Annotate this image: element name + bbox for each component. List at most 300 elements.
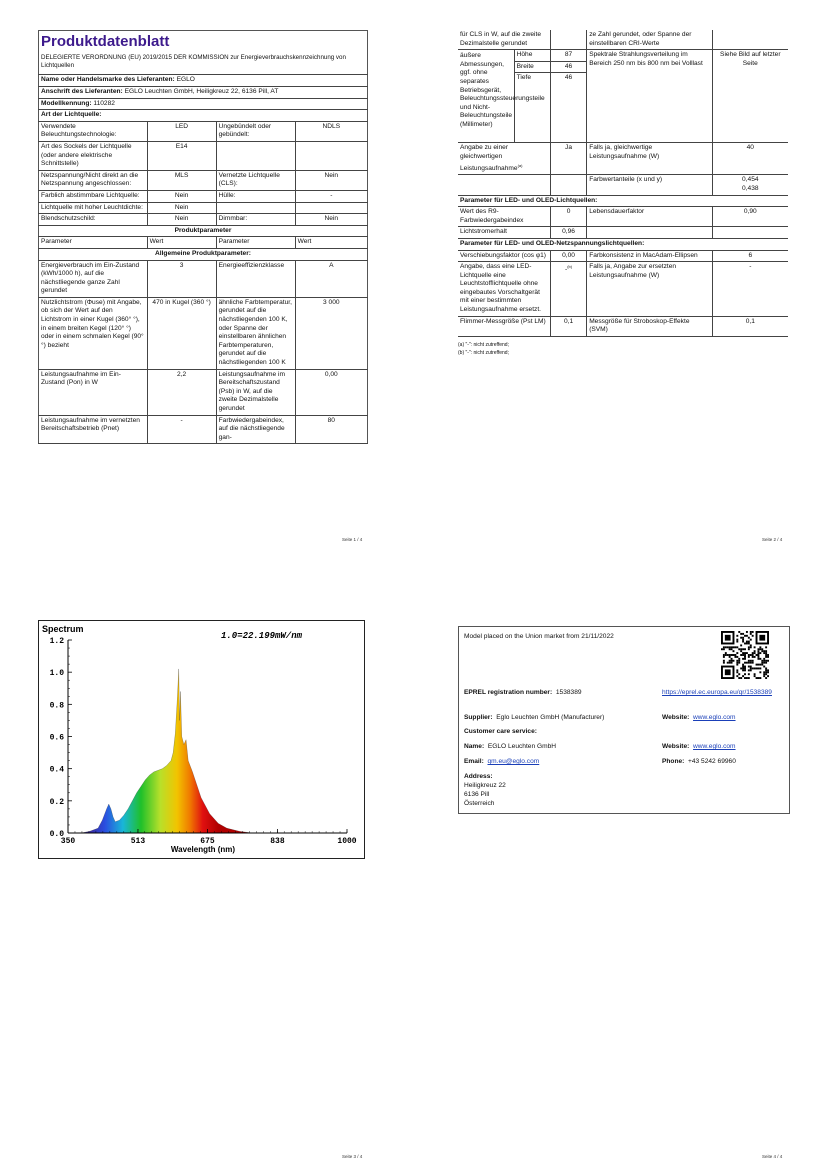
qr-module bbox=[734, 656, 736, 658]
parameter-label: Energieverbrauch im Ein-Zustand (kWh/1000 h), auf die nächstliegende ganze Zahl gerundet bbox=[39, 260, 148, 297]
qr-module bbox=[759, 658, 761, 660]
qr-module bbox=[748, 641, 750, 643]
parameter-value: A bbox=[295, 260, 367, 297]
qr-module bbox=[744, 662, 746, 664]
replacement-row: Angabe, dass eine LED-Lichtquelle eine Leuchtstofflichtquelle ohne eingebautes Vorschaltgerät mit einer bestimmten Leistungsaufnahme ersetzt. -$^{(b)}$ Falls ja, Angabe zur ersetzten Leistungsaufnahme (W) - bbox=[458, 262, 788, 317]
parameter-value: 80 bbox=[295, 415, 367, 444]
parameter-label: ähnliche Farbtemperatur, gerundet auf die nächstliegenden 100 K, oder Spanne der einstellbaren ähnlichen Farbtemperaturen, gerundet auf die nächstliegenden 100 K bbox=[216, 297, 295, 369]
qr-module bbox=[759, 671, 761, 673]
parameter-row bbox=[39, 369, 368, 415]
qr-finder bbox=[725, 669, 731, 675]
parameter-value: Nein bbox=[295, 170, 367, 190]
qr-module bbox=[759, 646, 761, 648]
qr-module bbox=[742, 641, 744, 643]
y-tick-label: 1.2 bbox=[49, 637, 64, 646]
page-1 bbox=[38, 30, 368, 444]
parameter-label: Verwendete Beleuchtungstechnologie: bbox=[39, 122, 148, 142]
qr-module bbox=[736, 641, 738, 643]
care-website-line: Website: www.eglo.com bbox=[662, 743, 736, 750]
qr-module bbox=[763, 675, 765, 677]
parameter-label: Leistungsaufnahme im vernetzten Bereitschaftsbetrieb (Pnet) bbox=[39, 415, 148, 444]
model-row: Modellkennung: 110282 bbox=[39, 98, 368, 110]
qr-module bbox=[736, 675, 738, 677]
qr-module bbox=[754, 675, 756, 677]
qr-module bbox=[748, 646, 750, 648]
qr-module bbox=[746, 677, 748, 679]
y-tick-label: 0.0 bbox=[49, 830, 64, 839]
qr-module bbox=[750, 639, 752, 641]
qr-module bbox=[752, 635, 754, 637]
parameter-label: Farblich abstimmbare Lichtquelle: bbox=[39, 190, 148, 202]
address-line-1: Heiligkreuz 22 bbox=[464, 782, 506, 789]
qr-module bbox=[736, 652, 738, 654]
produktparameter-heading: Produktparameter bbox=[39, 225, 368, 237]
qr-module bbox=[742, 669, 744, 671]
qr-module bbox=[725, 652, 727, 654]
qr-code-icon[interactable] bbox=[721, 631, 769, 679]
qr-module bbox=[763, 662, 765, 664]
qr-module bbox=[723, 662, 725, 664]
qr-module bbox=[752, 667, 754, 669]
footnote-a: (a) "-": nicht zutreffend; bbox=[458, 341, 509, 348]
qr-module bbox=[748, 637, 750, 639]
qr-module bbox=[767, 675, 769, 677]
qr-module bbox=[767, 656, 769, 658]
qr-module bbox=[740, 677, 742, 679]
qr-module bbox=[736, 671, 738, 673]
qr-module bbox=[750, 633, 752, 635]
y-tick-label: 1.0 bbox=[49, 669, 64, 679]
qr-module bbox=[738, 660, 740, 662]
qr-module bbox=[723, 654, 725, 656]
care-name-line: Name: EGLO Leuchten GmbH bbox=[464, 743, 556, 750]
dimensions-row: äußere Abmessungen, ggf. ohne separates Betriebsgerät, Beleuchtungssteuerungsteile und Nicht-Beleuchtungsteile (Millimeter) Höhe 87 Spektrale Strahlungsverteilung im Bereich 250 nm bis 800 nm bei Volllast Siehe Bild auf letzter Seite bbox=[458, 50, 788, 62]
qr-module bbox=[729, 654, 731, 656]
chromaticity-row: Farbwertanteile (x und y) 0,454 0,438 bbox=[458, 175, 788, 195]
qr-module bbox=[765, 662, 767, 664]
parameter-value: 2,2 bbox=[147, 369, 216, 415]
qr-module bbox=[754, 656, 756, 658]
qr-module bbox=[757, 650, 759, 652]
qr-module bbox=[744, 643, 746, 645]
qr-module bbox=[742, 652, 744, 654]
qr-module bbox=[729, 656, 731, 658]
qr-module bbox=[765, 654, 767, 656]
supplier-address-row: Anschrift des Lieferanten: EGLO Leuchten GmbH, Heiligkreuz 22, 6136 Pill, AT bbox=[39, 87, 368, 99]
parameter-value: 3 bbox=[147, 260, 216, 297]
qr-module bbox=[736, 660, 738, 662]
qr-module bbox=[736, 664, 738, 666]
address-line-2: 6136 Pill bbox=[464, 791, 490, 798]
qr-module bbox=[736, 639, 738, 641]
qr-module bbox=[750, 654, 752, 656]
qr-module bbox=[740, 667, 742, 669]
page-2-table: für CLS in W, auf die zweite Dezimalstelle gerundet ze Zahl gerundet, oder Spanne der einstellbaren CRI-Werte äußere Abmessungen, ggf. ohne separates Betriebsgerät, Beleuchtungssteuerungsteile und Nicht-Beleuchtungsteile (Millimeter) Höhe 87 Spektrale Strahlungsverteilung im Bereich 250 nm bis 800 nm bei Volllast Siehe Bild auf letzter Seite Breite 46 Tiefe 46 Angabe zu einer gleichwertigen Leistungsaufnahme$^{(a)}$ Ja Falls ja, gleichwertige Leistungsaufnahme (W) 40 Farbwertanteile (x und y) 0,454 0,438 Parameter für LED- und OLED-Lichtquellen: Wert des R9-Farbwiedergabeindex 0 Lebensdauerfaktor 0,90 Lichtstromerhalt 0,96 Parameter für LED- und OLED-Netzspannungslichtquellen: Verschiebungsfaktor (cos φ1) 0,00 Farbkonsistenz in MacAdam-Ellipsen 6 Angabe, dass eine LED-Lichtquelle eine Leuchtstofflichtquelle ohne eingebautes Vorschaltgerät mit einer bestimmten Leistungsaufnahme ersetzt. -$^{(b)}$ Falls ja, Angabe zur ersetzten Leistungsaufnahme (W) - Flimmer-Messgröße (Pst LM) 0,1 Messgröße für Stroboskop-Effekte (SVM) 0,1 bbox=[458, 30, 788, 337]
parameter-label: Farbwiedergabeindex, auf die nächstliegende gan- bbox=[216, 415, 295, 444]
qr-module bbox=[759, 652, 761, 654]
qr-module bbox=[757, 667, 759, 669]
qr-module bbox=[748, 648, 750, 650]
parameter-label: Vernetzte Lichtquelle (CLS): bbox=[216, 170, 295, 190]
qr-module bbox=[744, 667, 746, 669]
qr-module bbox=[725, 646, 727, 648]
qr-module bbox=[763, 673, 765, 675]
qr-module bbox=[757, 654, 759, 656]
qr-module bbox=[740, 654, 742, 656]
qr-module bbox=[729, 662, 731, 664]
customer-care-heading: Customer care service: bbox=[464, 728, 537, 735]
qr-module bbox=[729, 646, 731, 648]
qr-module bbox=[742, 666, 744, 668]
qr-module bbox=[767, 654, 769, 656]
parameter-value: E14 bbox=[147, 141, 216, 170]
qr-module bbox=[744, 648, 746, 650]
qr-module bbox=[765, 671, 767, 673]
qr-module bbox=[763, 652, 765, 654]
qr-module bbox=[765, 673, 767, 675]
qr-module bbox=[738, 648, 740, 650]
qr-module bbox=[752, 652, 754, 654]
supplier-name-row: Name oder Handelsmarke des Lieferanten: EGLO bbox=[39, 75, 368, 87]
y-tick-label: 0.8 bbox=[49, 701, 64, 711]
qr-module bbox=[757, 648, 759, 650]
qr-module bbox=[748, 677, 750, 679]
qr-module bbox=[733, 646, 735, 648]
x-tick-label: 675 bbox=[200, 837, 215, 846]
qr-module bbox=[738, 673, 740, 675]
qr-module bbox=[738, 662, 740, 664]
qr-module bbox=[744, 656, 746, 658]
page-3-footer: Seite 3 / 4 bbox=[342, 1154, 363, 1159]
spectrum-area bbox=[68, 669, 347, 833]
qr-module bbox=[750, 662, 752, 664]
qr-module bbox=[750, 660, 752, 662]
address-line-3: Österreich bbox=[464, 800, 495, 807]
parameter-label: Lichtquelle mit hoher Leuchtdichte: bbox=[39, 202, 148, 214]
page-1-footer: Seite 1 / 4 bbox=[342, 537, 363, 542]
qr-module bbox=[763, 666, 765, 668]
qr-module bbox=[744, 654, 746, 656]
qr-module bbox=[748, 673, 750, 675]
qr-module bbox=[727, 646, 729, 648]
qr-module bbox=[759, 677, 761, 679]
qr-module bbox=[746, 662, 748, 664]
qr-module bbox=[754, 652, 756, 654]
parameter-value bbox=[295, 141, 367, 170]
website-line: Website: www.eglo.com bbox=[662, 714, 736, 721]
qr-module bbox=[734, 654, 736, 656]
qr-module bbox=[744, 669, 746, 671]
qr-module bbox=[750, 646, 752, 648]
parameter-label: Art des Sockels der Lichtquelle (oder andere elektrische Schnittstelle) bbox=[39, 141, 148, 170]
maintenance-row: Lichtstromerhalt 0,96 bbox=[458, 227, 788, 239]
parameter-row bbox=[39, 122, 368, 142]
parameter-label: Hülle: bbox=[216, 190, 295, 202]
qr-module bbox=[740, 644, 742, 646]
eprel-number: EPREL registration number: 1538389 bbox=[464, 689, 582, 696]
qr-module bbox=[738, 631, 740, 633]
qr-module bbox=[742, 639, 744, 641]
parameter-value: LED bbox=[147, 122, 216, 142]
supplier-line: Supplier: Eglo Leuchten GmbH (Manufacturer) bbox=[464, 714, 605, 721]
qr-module bbox=[748, 656, 750, 658]
parameter-value: MLS bbox=[147, 170, 216, 190]
qr-module bbox=[746, 643, 748, 645]
parameter-row bbox=[39, 297, 368, 369]
light-source-table bbox=[38, 122, 368, 445]
qr-module bbox=[761, 660, 763, 662]
qr-module bbox=[731, 646, 733, 648]
qr-module bbox=[742, 675, 744, 677]
parameter-value: Nein bbox=[147, 202, 216, 214]
eprel-link[interactable]: https://eprel.ec.europa.eu/qr/1538389 bbox=[662, 689, 772, 696]
qr-module bbox=[752, 662, 754, 664]
qr-module bbox=[746, 641, 748, 643]
qr-module bbox=[738, 677, 740, 679]
website-link[interactable]: www.eglo.com bbox=[693, 714, 736, 721]
qr-module bbox=[742, 667, 744, 669]
chart-annotation: 1.0=22.199mW/nm bbox=[221, 631, 303, 641]
qr-module bbox=[763, 650, 765, 652]
qr-module bbox=[744, 635, 746, 637]
qr-module bbox=[742, 637, 744, 639]
type-heading: Art der Lichtquelle: bbox=[39, 110, 368, 122]
parameter-label: Dimmbar: bbox=[216, 214, 295, 226]
parameter-value: Nein bbox=[147, 190, 216, 202]
page-2-footer: Seite 2 / 4 bbox=[762, 537, 783, 542]
parameter-row bbox=[39, 141, 368, 170]
parameter-row bbox=[39, 415, 368, 444]
qr-module bbox=[765, 652, 767, 654]
page-2 bbox=[458, 30, 788, 357]
parameter-header-row: Parameter Wert Parameter Wert bbox=[39, 237, 368, 249]
qr-module bbox=[740, 637, 742, 639]
qr-module bbox=[736, 646, 738, 648]
qr-module bbox=[750, 667, 752, 669]
phone-line: Phone: +43 5242 69960 bbox=[662, 758, 736, 765]
parameter-value: 3 000 bbox=[295, 297, 367, 369]
qr-module bbox=[746, 631, 748, 633]
qr-module bbox=[765, 677, 767, 679]
qr-module bbox=[756, 654, 758, 656]
parameter-label bbox=[216, 141, 295, 170]
x-axis-label: Wavelength (nm) bbox=[170, 845, 236, 854]
cri-row: für CLS in W, auf die zweite Dezimalstelle gerundet ze Zahl gerundet, oder Spanne der einstellbaren CRI-Werte bbox=[458, 30, 788, 50]
qr-module bbox=[750, 669, 752, 671]
parameter-label: Leistungsaufnahme im Ein-Zustand (Pon) in W bbox=[39, 369, 148, 415]
parameter-row bbox=[39, 170, 368, 190]
qr-module bbox=[756, 677, 758, 679]
qr-module bbox=[767, 660, 769, 662]
x-tick-label: 350 bbox=[60, 837, 76, 846]
qr-module bbox=[759, 648, 761, 650]
parameter-row bbox=[39, 202, 368, 214]
page-title: Produktdatenblatt bbox=[41, 33, 170, 50]
regulation-text: DELEGIERTE VERORDNUNG (EU) 2019/2015 DER KOMMISSION zur Energieverbrauchskennzeichnung von Lichtquellen bbox=[41, 54, 346, 70]
qr-module bbox=[754, 646, 756, 648]
qr-module bbox=[721, 648, 723, 650]
qr-module bbox=[756, 667, 758, 669]
qr-module bbox=[731, 648, 733, 650]
qr-module bbox=[765, 650, 767, 652]
qr-module bbox=[734, 646, 736, 648]
qr-module bbox=[757, 664, 759, 666]
parameter-value: Nein bbox=[147, 214, 216, 226]
qr-module bbox=[738, 658, 740, 660]
qr-module bbox=[763, 671, 765, 673]
parameter-value: 470 in Kugel (360 °) bbox=[147, 297, 216, 369]
chart-title: Spectrum bbox=[42, 624, 84, 634]
qr-module bbox=[757, 677, 759, 679]
parameter-label bbox=[216, 202, 295, 214]
qr-module bbox=[736, 669, 738, 671]
parameter-label: Blendschutzschild: bbox=[39, 214, 148, 226]
x-tick-label: 513 bbox=[130, 837, 146, 846]
qr-module bbox=[750, 644, 752, 646]
qr-module bbox=[744, 652, 746, 654]
qr-module bbox=[752, 654, 754, 656]
qr-module bbox=[761, 664, 763, 666]
qr-module bbox=[725, 654, 727, 656]
parameter-value: Nein bbox=[295, 214, 367, 226]
qr-module bbox=[731, 658, 733, 660]
qr-module bbox=[759, 667, 761, 669]
qr-module bbox=[729, 660, 731, 662]
eprel-box bbox=[458, 626, 790, 814]
qr-module bbox=[752, 660, 754, 662]
qr-module bbox=[765, 656, 767, 658]
qr-module bbox=[752, 656, 754, 658]
qr-module bbox=[757, 658, 759, 660]
parameter-row bbox=[39, 214, 368, 226]
parameter-label: Leistungsaufnahme im Bereitschaftszustand (Psb) in W, auf die zweite Dezimalstelle gerundet bbox=[216, 369, 295, 415]
qr-module bbox=[765, 646, 767, 648]
parameter-value: NDLS bbox=[295, 122, 367, 142]
qr-module bbox=[761, 662, 763, 664]
equivalent-power-row: Angabe zu einer gleichwertigen Leistungsaufnahme$^{(a)}$ Ja Falls ja, gleichwertige Leistungsaufnahme (W) 40 bbox=[458, 143, 788, 175]
parameter-label: Energieeffizienzklasse bbox=[216, 260, 295, 297]
qr-module bbox=[740, 633, 742, 635]
parameter-row bbox=[39, 260, 368, 297]
qr-finder bbox=[759, 635, 765, 641]
qr-module bbox=[744, 677, 746, 679]
qr-finder bbox=[725, 635, 731, 641]
parameter-value: 0,00 bbox=[295, 369, 367, 415]
qr-module bbox=[750, 631, 752, 633]
qr-module bbox=[759, 664, 761, 666]
qr-module bbox=[748, 643, 750, 645]
qr-module bbox=[754, 673, 756, 675]
qr-module bbox=[723, 660, 725, 662]
qr-module bbox=[746, 652, 748, 654]
footnote-b: (b) "-": nicht zutreffend; bbox=[458, 349, 509, 356]
qr-module bbox=[767, 669, 769, 671]
qr-module bbox=[742, 648, 744, 650]
qr-module bbox=[748, 662, 750, 664]
qr-module bbox=[731, 660, 733, 662]
x-tick-label: 838 bbox=[270, 837, 285, 846]
qr-module bbox=[723, 656, 725, 658]
qr-module bbox=[723, 648, 725, 650]
qr-module bbox=[742, 664, 744, 666]
qr-module bbox=[740, 648, 742, 650]
qr-module bbox=[723, 646, 725, 648]
qr-module bbox=[742, 633, 744, 635]
email-link[interactable]: qm.eu@eglo.com bbox=[487, 758, 540, 765]
parameter-value bbox=[295, 202, 367, 214]
parameter-label: Nutzlichtstrom (Φuse) mit Angabe, ob sich der Wert auf den Lichtstrom in einer Kugel (360° °), in einem breiten Kegel (120° °) oder in einem schmalen Kegel (90° °) bezieht bbox=[39, 297, 148, 369]
qr-module bbox=[763, 660, 765, 662]
qr-module bbox=[752, 631, 754, 633]
qr-module bbox=[736, 656, 738, 658]
spectrum-chart bbox=[38, 620, 365, 859]
parameter-row bbox=[39, 190, 368, 202]
shift-row: Verschiebungsfaktor (cos φ1) 0,00 Farbkonsistenz in MacAdam-Ellipsen 6 bbox=[458, 250, 788, 262]
parameter-label: Ungebündelt oder gebündelt: bbox=[216, 122, 295, 142]
supplier-table bbox=[38, 74, 368, 121]
x-tick-label: 1000 bbox=[337, 837, 357, 846]
flicker-row: Flimmer-Messgröße (Pst LM) 0,1 Messgröße für Stroboskop-Effekte (SVM) 0,1 bbox=[458, 316, 788, 336]
qr-module bbox=[754, 650, 756, 652]
qr-module bbox=[750, 666, 752, 668]
qr-module bbox=[748, 660, 750, 662]
qr-module bbox=[748, 654, 750, 656]
parameter-value: - bbox=[295, 190, 367, 202]
qr-module bbox=[754, 667, 756, 669]
qr-module bbox=[744, 673, 746, 675]
qr-module bbox=[742, 654, 744, 656]
qr-module bbox=[757, 652, 759, 654]
parameter-value: - bbox=[147, 415, 216, 444]
datasheet-header bbox=[38, 30, 368, 74]
qr-module bbox=[765, 660, 767, 662]
y-tick-label: 0.6 bbox=[49, 733, 64, 743]
page-4-footer: Seite 4 / 4 bbox=[762, 1154, 783, 1159]
qr-module bbox=[727, 654, 729, 656]
y-tick-label: 0.2 bbox=[49, 797, 64, 807]
qr-module bbox=[733, 650, 735, 652]
qr-module bbox=[765, 667, 767, 669]
qr-module bbox=[729, 648, 731, 650]
parameter-label: Netzspannung/Nicht direkt an die Netzspannung angeschlossen: bbox=[39, 170, 148, 190]
email-line: Email: qm.eu@eglo.com bbox=[464, 758, 540, 765]
led-section-heading: Parameter für LED- und OLED-Lichtquellen: bbox=[458, 195, 788, 207]
qr-module bbox=[736, 662, 738, 664]
qr-module bbox=[731, 654, 733, 656]
qr-module bbox=[740, 650, 742, 652]
y-tick-label: 0.4 bbox=[49, 765, 64, 775]
qr-module bbox=[727, 662, 729, 664]
qr-module bbox=[744, 658, 746, 660]
qr-module bbox=[757, 656, 759, 658]
market-date: Model placed on the Union market from 21/11/2022 bbox=[464, 633, 614, 640]
qr-module bbox=[761, 650, 763, 652]
qr-module bbox=[742, 658, 744, 660]
address-heading: Address: bbox=[464, 773, 493, 780]
qr-module bbox=[756, 664, 758, 666]
spectrum-svg bbox=[39, 621, 364, 858]
qr-module bbox=[731, 662, 733, 664]
qr-module bbox=[748, 669, 750, 671]
qr-module bbox=[748, 666, 750, 668]
qr-module bbox=[767, 671, 769, 673]
mains-section-heading: Parameter für LED- und OLED-Netzspannungslichtquellen: bbox=[458, 238, 788, 250]
care-website-link[interactable]: www.eglo.com bbox=[693, 743, 736, 750]
qr-module bbox=[744, 666, 746, 668]
r9-row: Wert des R9-Farbwiedergabeindex 0 Lebensdauerfaktor 0,90 bbox=[458, 207, 788, 227]
qr-module bbox=[733, 654, 735, 656]
qr-module bbox=[733, 660, 735, 662]
